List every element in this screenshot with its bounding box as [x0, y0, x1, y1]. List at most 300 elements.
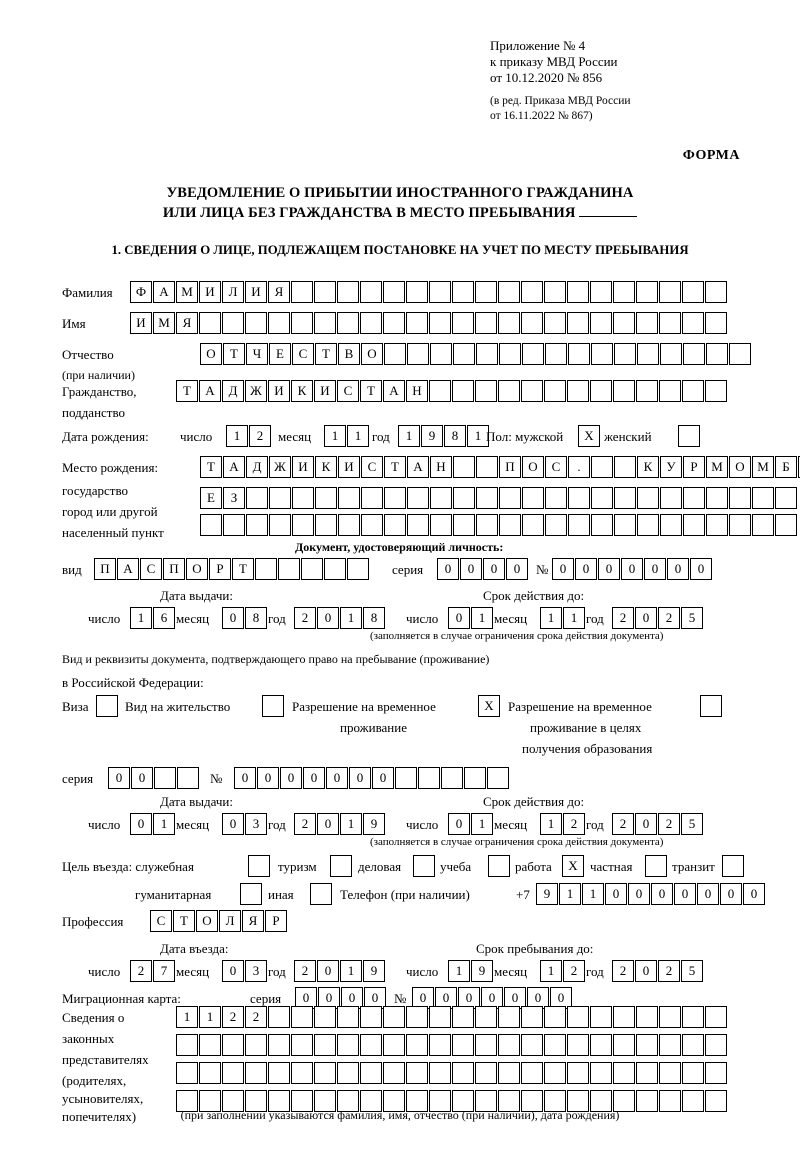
- input-cell[interactable]: [705, 380, 727, 402]
- input-cell[interactable]: [383, 1006, 405, 1028]
- input-cell[interactable]: 1: [540, 607, 562, 629]
- field-birth-month[interactable]: [324, 425, 370, 447]
- input-cell[interactable]: О: [186, 558, 208, 580]
- field-birthplace-city-2[interactable]: [200, 514, 798, 536]
- input-cell[interactable]: [659, 1006, 681, 1028]
- input-cell[interactable]: И: [292, 456, 314, 478]
- input-cell[interactable]: Т: [173, 910, 195, 932]
- input-cell[interactable]: Е: [200, 487, 222, 509]
- input-cell[interactable]: [429, 312, 451, 334]
- input-cell[interactable]: [441, 767, 463, 789]
- input-cell[interactable]: 8: [444, 425, 466, 447]
- input-cell[interactable]: [591, 514, 613, 536]
- input-cell[interactable]: [383, 1062, 405, 1084]
- input-cell[interactable]: [255, 558, 277, 580]
- input-cell[interactable]: [248, 855, 270, 877]
- input-cell[interactable]: [246, 487, 268, 509]
- input-cell[interactable]: [268, 1006, 290, 1028]
- input-cell[interactable]: 1: [563, 607, 585, 629]
- input-cell[interactable]: М: [752, 456, 774, 478]
- input-cell[interactable]: [330, 855, 352, 877]
- input-cell[interactable]: [246, 514, 268, 536]
- input-cell[interactable]: А: [223, 456, 245, 478]
- input-cell[interactable]: [722, 855, 744, 877]
- field-entry-year[interactable]: [294, 960, 386, 982]
- input-cell[interactable]: [337, 1006, 359, 1028]
- input-cell[interactable]: [682, 1034, 704, 1056]
- input-cell[interactable]: 2: [612, 813, 634, 835]
- input-cell[interactable]: 0: [481, 987, 503, 1009]
- field-permit-valid-year[interactable]: [612, 813, 704, 835]
- input-cell[interactable]: [154, 767, 176, 789]
- input-cell[interactable]: [407, 487, 429, 509]
- input-cell[interactable]: [521, 1034, 543, 1056]
- input-cell[interactable]: [476, 343, 498, 365]
- input-cell[interactable]: [452, 312, 474, 334]
- field-doc-issue-year[interactable]: [294, 607, 386, 629]
- input-cell[interactable]: [360, 312, 382, 334]
- checkbox-visa[interactable]: [96, 695, 119, 717]
- input-cell[interactable]: [262, 695, 284, 717]
- input-cell[interactable]: З: [223, 487, 245, 509]
- input-cell[interactable]: Я: [242, 910, 264, 932]
- input-cell[interactable]: [705, 281, 727, 303]
- input-cell[interactable]: [775, 487, 797, 509]
- input-cell[interactable]: [544, 1062, 566, 1084]
- input-cell[interactable]: 0: [234, 767, 256, 789]
- input-cell[interactable]: Е: [269, 343, 291, 365]
- input-cell[interactable]: 9: [536, 883, 558, 905]
- input-cell[interactable]: [383, 312, 405, 334]
- input-cell[interactable]: 1: [176, 1006, 198, 1028]
- input-cell[interactable]: [452, 1062, 474, 1084]
- input-cell[interactable]: [613, 380, 635, 402]
- input-cell[interactable]: [383, 281, 405, 303]
- checkbox-purpose-humanitarian[interactable]: [240, 883, 263, 905]
- input-cell[interactable]: А: [383, 380, 405, 402]
- input-cell[interactable]: [384, 514, 406, 536]
- input-cell[interactable]: [488, 855, 510, 877]
- input-cell[interactable]: А: [117, 558, 139, 580]
- input-cell[interactable]: Ч: [246, 343, 268, 365]
- input-cell[interactable]: [430, 343, 452, 365]
- input-cell[interactable]: [222, 1062, 244, 1084]
- input-cell[interactable]: [636, 1034, 658, 1056]
- input-cell[interactable]: 2: [130, 960, 152, 982]
- input-cell[interactable]: О: [729, 456, 751, 478]
- input-cell[interactable]: 2: [658, 813, 680, 835]
- input-cell[interactable]: 0: [317, 960, 339, 982]
- input-cell[interactable]: [498, 312, 520, 334]
- input-cell[interactable]: 1: [467, 425, 489, 447]
- input-cell[interactable]: Х: [478, 695, 500, 717]
- input-cell[interactable]: Д: [246, 456, 268, 478]
- input-cell[interactable]: [499, 514, 521, 536]
- input-cell[interactable]: [683, 343, 705, 365]
- input-cell[interactable]: 0: [674, 883, 696, 905]
- input-cell[interactable]: 0: [326, 767, 348, 789]
- field-phone[interactable]: [536, 883, 766, 905]
- input-cell[interactable]: К: [291, 380, 313, 402]
- input-cell[interactable]: [278, 558, 300, 580]
- input-cell[interactable]: [315, 514, 337, 536]
- input-cell[interactable]: И: [314, 380, 336, 402]
- field-permit-valid-day[interactable]: [448, 813, 494, 835]
- input-cell[interactable]: 8: [245, 607, 267, 629]
- field-birth-year[interactable]: [398, 425, 490, 447]
- input-cell[interactable]: [682, 1062, 704, 1084]
- input-cell[interactable]: С: [337, 380, 359, 402]
- input-cell[interactable]: 0: [621, 558, 643, 580]
- input-cell[interactable]: .: [568, 456, 590, 478]
- input-cell[interactable]: [590, 1062, 612, 1084]
- input-cell[interactable]: 0: [364, 987, 386, 1009]
- input-cell[interactable]: О: [522, 456, 544, 478]
- input-cell[interactable]: [567, 312, 589, 334]
- input-cell[interactable]: А: [199, 380, 221, 402]
- input-cell[interactable]: [613, 1034, 635, 1056]
- input-cell[interactable]: [590, 281, 612, 303]
- input-cell[interactable]: [452, 1006, 474, 1028]
- input-cell[interactable]: [659, 312, 681, 334]
- input-cell[interactable]: 1: [582, 883, 604, 905]
- field-permit-valid-month[interactable]: [540, 813, 586, 835]
- input-cell[interactable]: [567, 380, 589, 402]
- input-cell[interactable]: [314, 312, 336, 334]
- input-cell[interactable]: [567, 1006, 589, 1028]
- input-cell[interactable]: [660, 487, 682, 509]
- input-cell[interactable]: 1: [340, 607, 362, 629]
- field-permit-issue-year[interactable]: [294, 813, 386, 835]
- input-cell[interactable]: П: [499, 456, 521, 478]
- input-cell[interactable]: [659, 380, 681, 402]
- input-cell[interactable]: [705, 1062, 727, 1084]
- input-cell[interactable]: [360, 281, 382, 303]
- input-cell[interactable]: [406, 281, 428, 303]
- input-cell[interactable]: 1: [340, 960, 362, 982]
- field-legal-rep-row-2[interactable]: [176, 1034, 728, 1056]
- input-cell[interactable]: А: [153, 281, 175, 303]
- field-birthplace-city[interactable]: [200, 487, 798, 509]
- input-cell[interactable]: [222, 1034, 244, 1056]
- input-cell[interactable]: Н: [406, 380, 428, 402]
- input-cell[interactable]: [337, 1062, 359, 1084]
- input-cell[interactable]: [645, 855, 667, 877]
- input-cell[interactable]: [429, 281, 451, 303]
- input-cell[interactable]: Р: [265, 910, 287, 932]
- input-cell[interactable]: [292, 487, 314, 509]
- input-cell[interactable]: [682, 1006, 704, 1028]
- input-cell[interactable]: 0: [575, 558, 597, 580]
- input-cell[interactable]: [636, 380, 658, 402]
- input-cell[interactable]: [361, 514, 383, 536]
- input-cell[interactable]: [301, 558, 323, 580]
- input-cell[interactable]: [268, 1034, 290, 1056]
- input-cell[interactable]: 0: [295, 987, 317, 1009]
- checkbox-temp-residence[interactable]: [478, 695, 501, 717]
- field-profession[interactable]: [150, 910, 288, 932]
- input-cell[interactable]: 0: [552, 558, 574, 580]
- input-cell[interactable]: 0: [222, 607, 244, 629]
- input-cell[interactable]: М: [176, 281, 198, 303]
- input-cell[interactable]: 0: [131, 767, 153, 789]
- input-cell[interactable]: 0: [257, 767, 279, 789]
- field-stay-year[interactable]: [612, 960, 704, 982]
- input-cell[interactable]: [475, 312, 497, 334]
- field-birth-day[interactable]: [226, 425, 272, 447]
- input-cell[interactable]: 9: [471, 960, 493, 982]
- input-cell[interactable]: 7: [153, 960, 175, 982]
- input-cell[interactable]: [614, 487, 636, 509]
- input-cell[interactable]: [269, 487, 291, 509]
- input-cell[interactable]: [314, 281, 336, 303]
- input-cell[interactable]: 0: [318, 987, 340, 1009]
- input-cell[interactable]: [705, 1034, 727, 1056]
- input-cell[interactable]: [590, 1034, 612, 1056]
- input-cell[interactable]: [682, 380, 704, 402]
- input-cell[interactable]: [291, 1006, 313, 1028]
- input-cell[interactable]: К: [315, 456, 337, 478]
- input-cell[interactable]: 0: [527, 987, 549, 1009]
- input-cell[interactable]: [430, 514, 452, 536]
- input-cell[interactable]: 2: [294, 960, 316, 982]
- input-cell[interactable]: [567, 1062, 589, 1084]
- input-cell[interactable]: 0: [317, 607, 339, 629]
- input-cell[interactable]: [545, 514, 567, 536]
- input-cell[interactable]: [568, 487, 590, 509]
- input-cell[interactable]: [383, 1034, 405, 1056]
- input-cell[interactable]: [659, 1034, 681, 1056]
- input-cell[interactable]: [660, 343, 682, 365]
- input-cell[interactable]: 0: [483, 558, 505, 580]
- input-cell[interactable]: [499, 343, 521, 365]
- input-cell[interactable]: 0: [720, 883, 742, 905]
- checkbox-purpose-other[interactable]: [310, 883, 333, 905]
- input-cell[interactable]: [613, 1062, 635, 1084]
- input-cell[interactable]: [475, 1006, 497, 1028]
- input-cell[interactable]: [475, 1034, 497, 1056]
- input-cell[interactable]: 0: [280, 767, 302, 789]
- input-cell[interactable]: О: [361, 343, 383, 365]
- checkbox-residence-permit[interactable]: [262, 695, 285, 717]
- field-doc-valid-month[interactable]: [540, 607, 586, 629]
- input-cell[interactable]: [406, 1062, 428, 1084]
- input-cell[interactable]: [700, 695, 722, 717]
- input-cell[interactable]: [347, 558, 369, 580]
- field-permit-number[interactable]: [234, 767, 510, 789]
- input-cell[interactable]: 8: [363, 607, 385, 629]
- input-cell[interactable]: [752, 514, 774, 536]
- input-cell[interactable]: Ж: [245, 380, 267, 402]
- input-cell[interactable]: 3: [245, 813, 267, 835]
- input-cell[interactable]: 0: [437, 558, 459, 580]
- input-cell[interactable]: Х: [562, 855, 584, 877]
- input-cell[interactable]: [269, 514, 291, 536]
- input-cell[interactable]: [614, 514, 636, 536]
- input-cell[interactable]: У: [660, 456, 682, 478]
- input-cell[interactable]: [637, 343, 659, 365]
- input-cell[interactable]: С: [292, 343, 314, 365]
- input-cell[interactable]: [682, 312, 704, 334]
- input-cell[interactable]: [268, 312, 290, 334]
- input-cell[interactable]: 0: [130, 813, 152, 835]
- field-permit-series[interactable]: [108, 767, 200, 789]
- input-cell[interactable]: [705, 1006, 727, 1028]
- input-cell[interactable]: 0: [341, 987, 363, 1009]
- input-cell[interactable]: [430, 487, 452, 509]
- input-cell[interactable]: [413, 855, 435, 877]
- input-cell[interactable]: [706, 514, 728, 536]
- field-birthplace-state[interactable]: [200, 456, 800, 478]
- input-cell[interactable]: 2: [222, 1006, 244, 1028]
- input-cell[interactable]: [567, 281, 589, 303]
- input-cell[interactable]: Я: [268, 281, 290, 303]
- checkbox-purpose-business[interactable]: [413, 855, 436, 877]
- input-cell[interactable]: [544, 1034, 566, 1056]
- input-cell[interactable]: 2: [249, 425, 271, 447]
- input-cell[interactable]: В: [338, 343, 360, 365]
- field-doc-issue-month[interactable]: [222, 607, 268, 629]
- input-cell[interactable]: [498, 1006, 520, 1028]
- input-cell[interactable]: 1: [153, 813, 175, 835]
- input-cell[interactable]: 0: [690, 558, 712, 580]
- input-cell[interactable]: 1: [226, 425, 248, 447]
- input-cell[interactable]: [705, 312, 727, 334]
- input-cell[interactable]: [613, 281, 635, 303]
- input-cell[interactable]: [521, 281, 543, 303]
- input-cell[interactable]: [310, 883, 332, 905]
- input-cell[interactable]: [453, 514, 475, 536]
- input-cell[interactable]: [637, 487, 659, 509]
- input-cell[interactable]: 1: [324, 425, 346, 447]
- input-cell[interactable]: 2: [612, 960, 634, 982]
- input-cell[interactable]: 0: [222, 960, 244, 982]
- input-cell[interactable]: [521, 380, 543, 402]
- input-cell[interactable]: [406, 312, 428, 334]
- input-cell[interactable]: [291, 281, 313, 303]
- input-cell[interactable]: М: [706, 456, 728, 478]
- input-cell[interactable]: [591, 487, 613, 509]
- input-cell[interactable]: [338, 487, 360, 509]
- input-cell[interactable]: 1: [347, 425, 369, 447]
- field-stay-day[interactable]: [448, 960, 494, 982]
- input-cell[interactable]: [487, 767, 509, 789]
- input-cell[interactable]: 6: [153, 607, 175, 629]
- input-cell[interactable]: Б: [775, 456, 797, 478]
- checkbox-purpose-tourism[interactable]: [330, 855, 353, 877]
- input-cell[interactable]: [96, 695, 118, 717]
- input-cell[interactable]: И: [268, 380, 290, 402]
- input-cell[interactable]: [522, 514, 544, 536]
- input-cell[interactable]: О: [200, 343, 222, 365]
- input-cell[interactable]: [453, 487, 475, 509]
- input-cell[interactable]: Р: [209, 558, 231, 580]
- input-cell[interactable]: [498, 1034, 520, 1056]
- input-cell[interactable]: Т: [223, 343, 245, 365]
- input-cell[interactable]: [729, 487, 751, 509]
- input-cell[interactable]: 2: [612, 607, 634, 629]
- input-cell[interactable]: [706, 487, 728, 509]
- input-cell[interactable]: [245, 1062, 267, 1084]
- input-cell[interactable]: [636, 281, 658, 303]
- input-cell[interactable]: [613, 312, 635, 334]
- input-cell[interactable]: [314, 1006, 336, 1028]
- input-cell[interactable]: П: [94, 558, 116, 580]
- input-cell[interactable]: [452, 281, 474, 303]
- checkbox-purpose-private[interactable]: [645, 855, 668, 877]
- input-cell[interactable]: [406, 1034, 428, 1056]
- input-cell[interactable]: [659, 1062, 681, 1084]
- input-cell[interactable]: [199, 1034, 221, 1056]
- input-cell[interactable]: Р: [683, 456, 705, 478]
- input-cell[interactable]: [292, 514, 314, 536]
- checkbox-sex-female[interactable]: [678, 425, 701, 447]
- input-cell[interactable]: 0: [697, 883, 719, 905]
- input-cell[interactable]: [429, 1034, 451, 1056]
- input-cell[interactable]: [337, 281, 359, 303]
- input-cell[interactable]: [314, 1034, 336, 1056]
- checkbox-edu-residence[interactable]: [700, 695, 723, 717]
- input-cell[interactable]: Т: [200, 456, 222, 478]
- input-cell[interactable]: [240, 883, 262, 905]
- input-cell[interactable]: С: [545, 456, 567, 478]
- input-cell[interactable]: 0: [222, 813, 244, 835]
- checkbox-purpose-work[interactable]: [562, 855, 585, 877]
- input-cell[interactable]: [544, 380, 566, 402]
- input-cell[interactable]: [475, 1062, 497, 1084]
- input-cell[interactable]: [338, 514, 360, 536]
- input-cell[interactable]: [613, 1006, 635, 1028]
- input-cell[interactable]: [752, 487, 774, 509]
- input-cell[interactable]: 0: [635, 607, 657, 629]
- input-cell[interactable]: [498, 380, 520, 402]
- input-cell[interactable]: И: [245, 281, 267, 303]
- input-cell[interactable]: К: [637, 456, 659, 478]
- input-cell[interactable]: 0: [667, 558, 689, 580]
- input-cell[interactable]: [591, 456, 613, 478]
- field-surname[interactable]: [130, 281, 728, 303]
- input-cell[interactable]: [614, 456, 636, 478]
- input-cell[interactable]: [521, 1062, 543, 1084]
- input-cell[interactable]: [678, 425, 700, 447]
- input-cell[interactable]: Т: [360, 380, 382, 402]
- input-cell[interactable]: [453, 343, 475, 365]
- checkbox-purpose-service[interactable]: [248, 855, 271, 877]
- input-cell[interactable]: [590, 312, 612, 334]
- input-cell[interactable]: Т: [384, 456, 406, 478]
- input-cell[interactable]: [337, 312, 359, 334]
- field-doc-kind[interactable]: [94, 558, 370, 580]
- input-cell[interactable]: 9: [363, 813, 385, 835]
- input-cell[interactable]: П: [163, 558, 185, 580]
- input-cell[interactable]: [291, 1034, 313, 1056]
- input-cell[interactable]: Т: [315, 343, 337, 365]
- field-patronymic[interactable]: [200, 343, 752, 365]
- field-stay-month[interactable]: [540, 960, 586, 982]
- input-cell[interactable]: 9: [363, 960, 385, 982]
- input-cell[interactable]: [683, 514, 705, 536]
- input-cell[interactable]: [499, 487, 521, 509]
- input-cell[interactable]: [200, 514, 222, 536]
- input-cell[interactable]: Л: [222, 281, 244, 303]
- input-cell[interactable]: 0: [412, 987, 434, 1009]
- input-cell[interactable]: [360, 1006, 382, 1028]
- input-cell[interactable]: 0: [506, 558, 528, 580]
- input-cell[interactable]: [337, 1034, 359, 1056]
- input-cell[interactable]: 0: [448, 813, 470, 835]
- input-cell[interactable]: [360, 1062, 382, 1084]
- input-cell[interactable]: 0: [550, 987, 572, 1009]
